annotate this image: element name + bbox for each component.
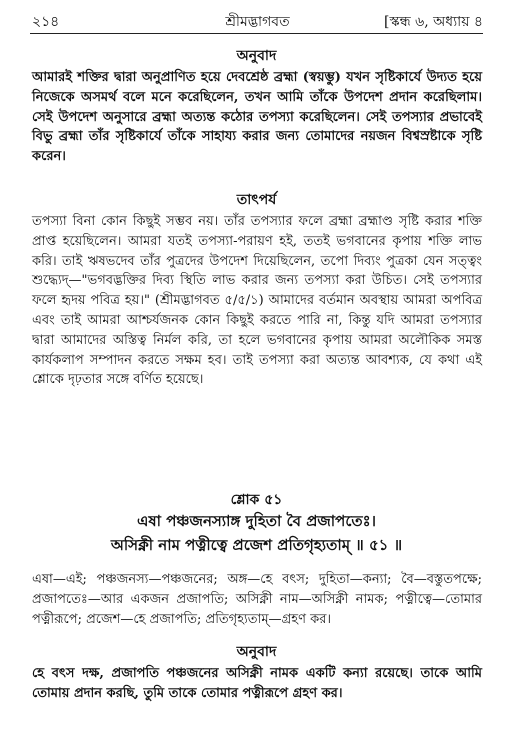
verse-translation-heading: অনুবাদ	[236, 644, 277, 660]
header-divider	[30, 33, 483, 34]
word-synonyms: এষা—এই; পঞ্চজনস্য—পঞ্চজনের; অঙ্গ—হে বৎস; দুহিতা—কন্যা; বৈ—বস্তুতপক্ষে; প্রজাপতেঃ—আর একজন প্রজাপতি; অসিক্নী নাম—অসিক্নী নামক; পত্নীত্বে—তোমার পত্নীরূপে; প্রজেশ—হে প্রজাপতি; প্রতিগৃহ্যতাম্—গ্রহণ কর।	[32, 572, 482, 627]
translation-heading: অনুবাদ	[236, 48, 277, 64]
verse-line-2: অসিক্নী নাম পত্নীত্বে প্রজেশ প্রতিগৃহ্যতাম্ ॥ ৫১ ॥	[110, 536, 403, 554]
verse-translation-text: হে বৎস দক্ষ, প্রজাপতি পঞ্চজনের অসিক্নী নামক একটি কন্যা রয়েছে। তাকে আমি তোমায় প্রদান করছি, তুমি তাকে তোমার পত্নীরূপে গ্রহণ কর।	[32, 666, 482, 701]
page-number: ২১৪	[32, 14, 60, 30]
verse-line-1: এষা পঞ্চজনস্যাঙ্গ দুহিতা বৈ প্রজাপতেঃ।	[136, 512, 376, 530]
page-header	[32, 10, 483, 30]
book-title: শ্রীমদ্ভাগবত	[225, 14, 290, 30]
chapter-reference: [স্কন্ধ ৬, অধ্যায় ৪	[384, 14, 483, 30]
translation-text: আমারই শক্তির দ্বারা অনুপ্রাণিত হয়ে দেবশ্রেষ্ঠ ব্রহ্মা (স্বয়ম্ভু) যখন সৃষ্টিকার্যে উদ্যত হয়ে নিজেকে অসমর্থ বলে মনে করেছিলেন, তখন আমি তাঁকে উপদেশ প্রদান করেছিলাম। সেই উপদেশ অনুসারে ব্রহ্মা অত্যন্ত কঠোর তপস্যা করেছিলেন। সেই তপস্যার প্রভাবেই বিভু ব্রহ্মা তাঁর সৃষ্টিকার্যে তাঁকে সাহায্য করার জন্য তোমাদের নয়জন বিশ্বস্রষ্টাকে সৃষ্টি করেন।	[32, 70, 482, 165]
purport-text: তপস্যা বিনা কোন কিছুই সম্ভব নয়। তাঁর তপস্যার ফলে ব্রহ্মা ব্রহ্মাণ্ড সৃষ্টি করার শক্তি প্রাপ্ত হয়েছিলেন। আমরা যতই তপস্যা-পরায়ণ হই, ততই ভগবানের কৃপায় শক্তি লাভ করি। তাই ঋষভদেব তাঁর পুত্রদের উপদেশ দিয়েছিলেন, তপো দিব্যং পুত্রকা যেন সত্ত্বং শুদ্ধ্যেদ্—"ভগবদ্ভক্তির দিব্য স্থিতি লাভ করার জন্য তপস্যা করা উচিত। সেই তপস্যার ফলে হৃদয় পবিত্র হয়।" (শ্রীমদ্ভাগবত ৫/৫/১) আমাদের বর্তমান অবস্থায় আমরা অপবিত্র এবং তাই আমরা আশ্চর্যজনক কোন কিছুই করতে পারি না, কিন্তু যদি আমরা তপস্যার দ্বারা আমাদের অস্তিত্ব নির্মল করি, তা হলে ভগবানের কৃপায় আমরা অলৌকিক সমস্ত কার্যকলাপ সম্পাদন করতে সক্ষম হব। তাই তপস্যা করা অত্যন্ত আবশ্যক, যে কথা এই শ্লোকে দৃঢ়তার সঙ্গে বর্ণিত হয়েছে।	[32, 214, 482, 388]
purport-heading: তাৎপর্য	[236, 192, 277, 208]
verse-number: শ্লোক ৫১	[230, 492, 283, 508]
